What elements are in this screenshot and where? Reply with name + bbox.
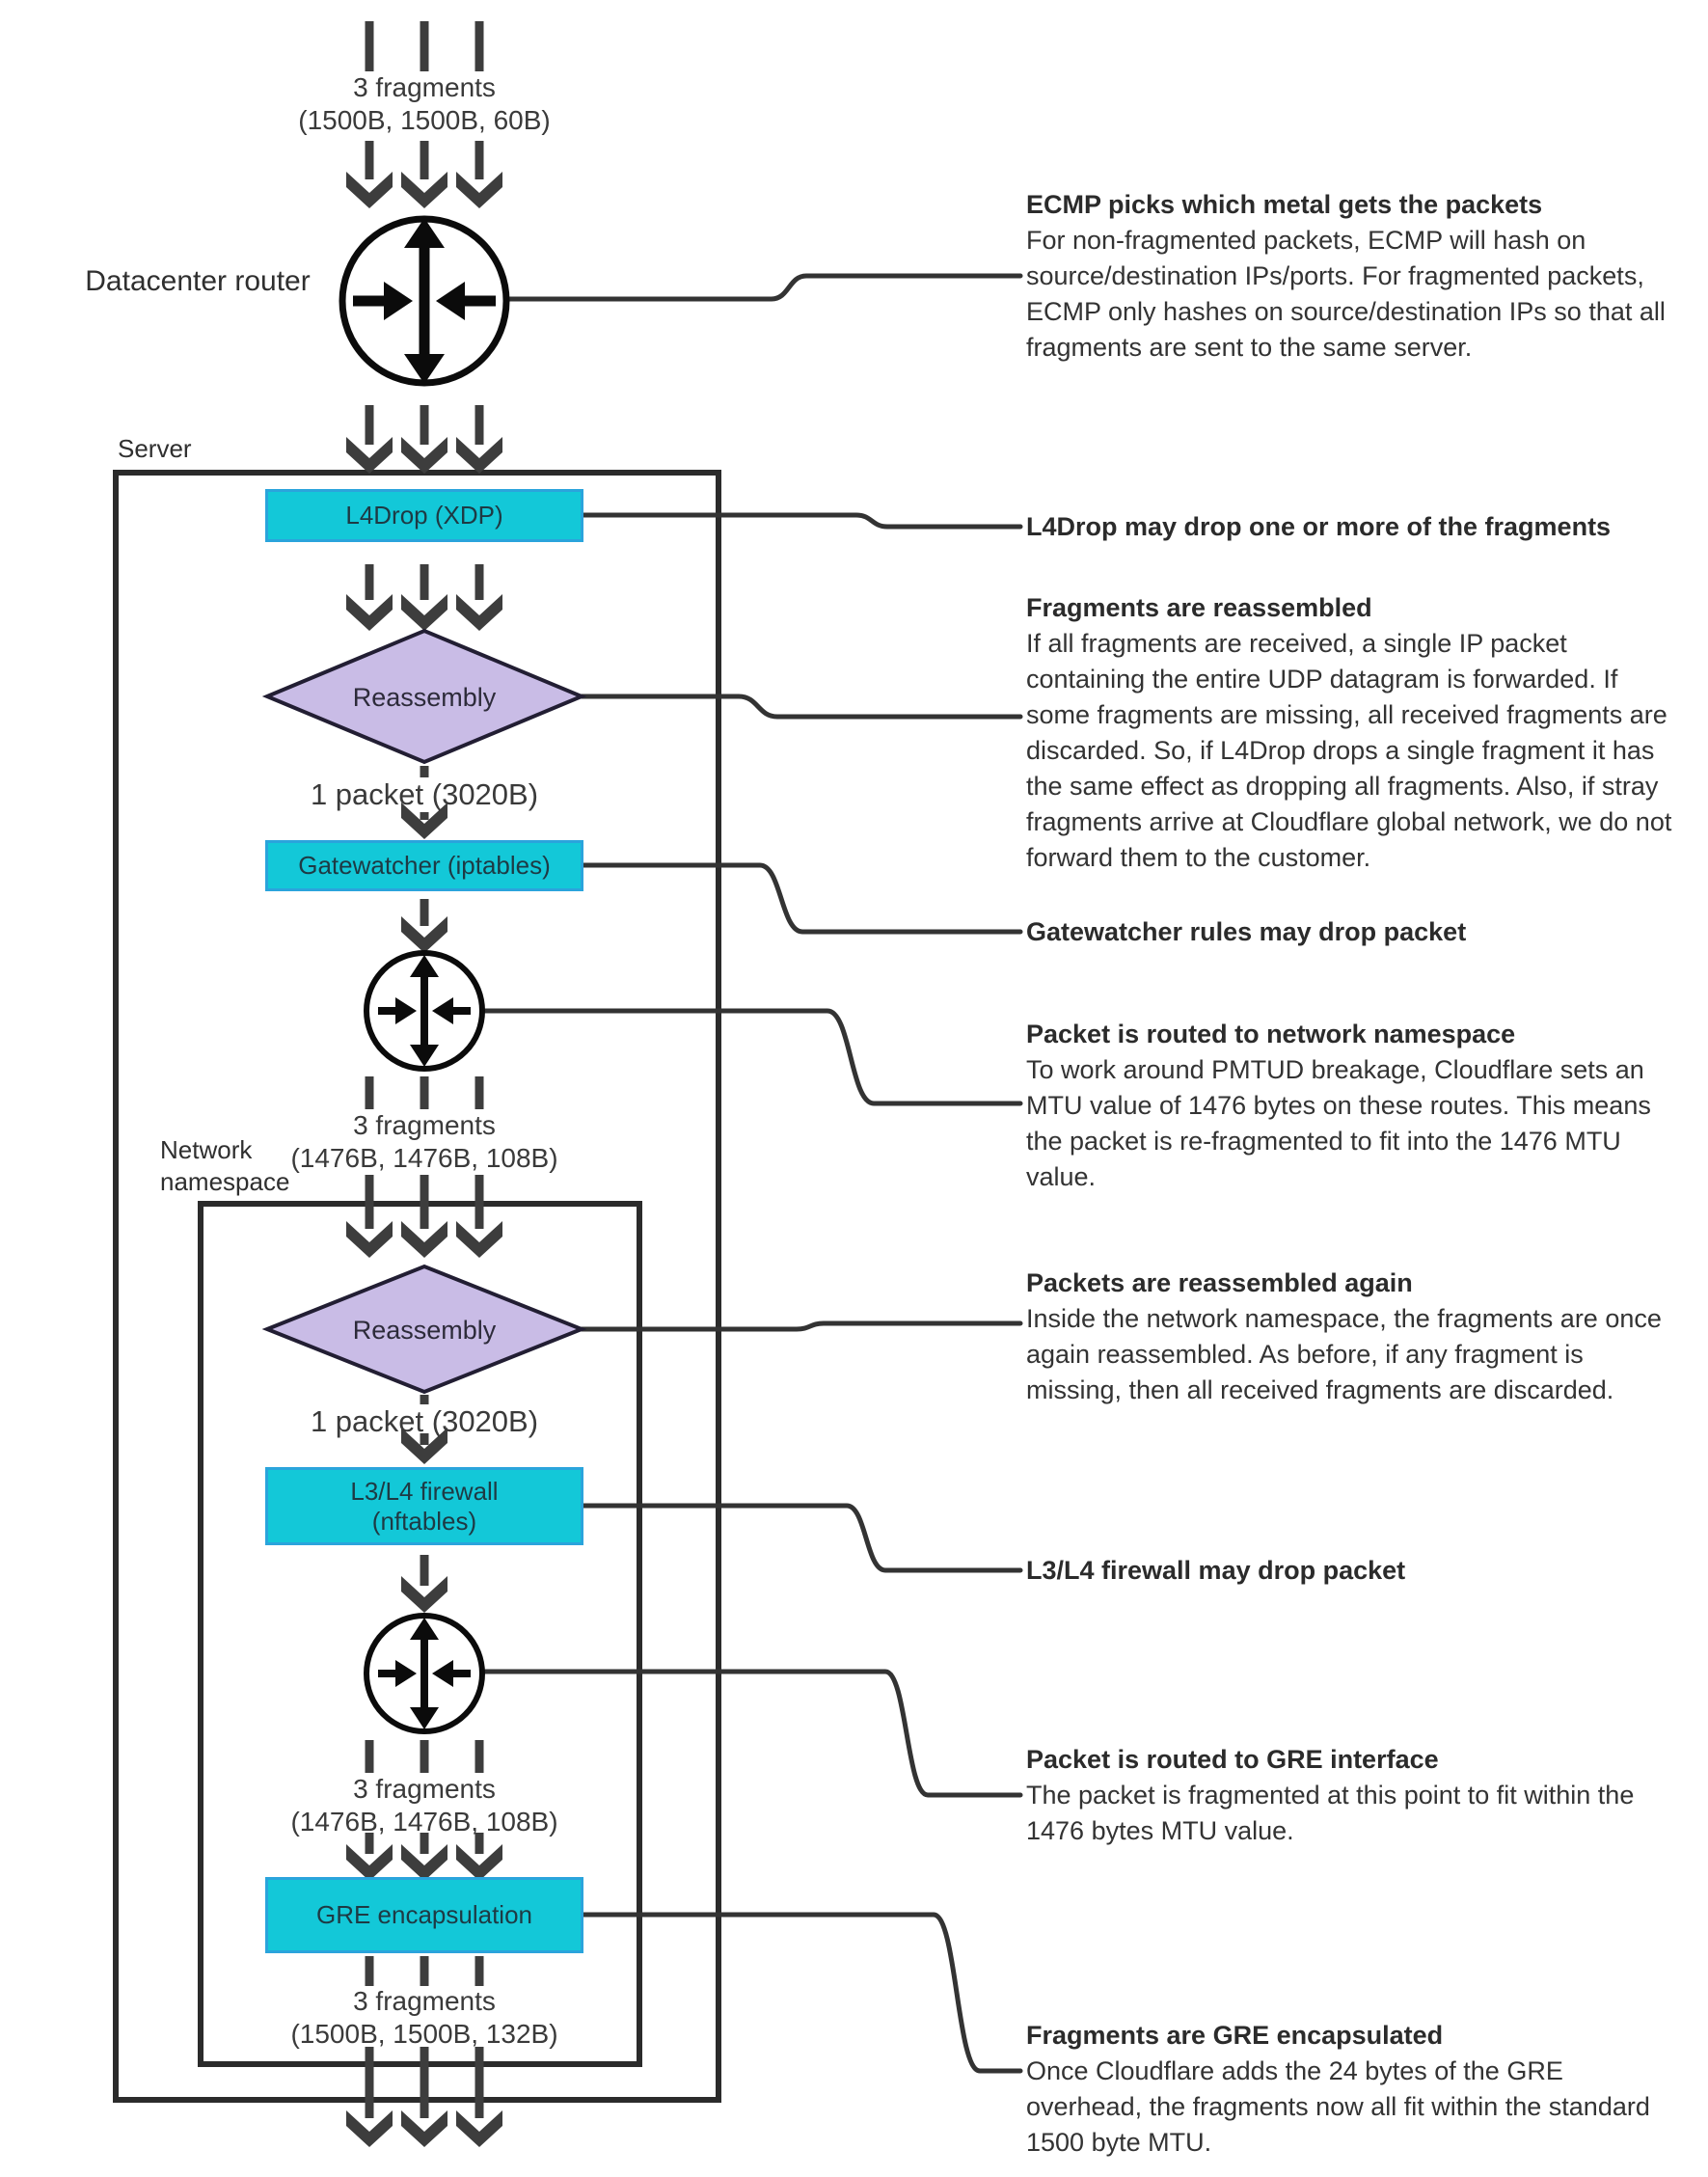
fragment-arrows-out xyxy=(346,2047,502,2147)
gatewatcher-box xyxy=(265,840,583,891)
packet-1-label: 1 packet (3020B) xyxy=(310,777,539,811)
packet-2-label: 1 packet (3020B) xyxy=(310,1404,539,1438)
annotation-reassembled xyxy=(1026,590,1682,876)
annotation-body: If all fragments are received, a single IP packet containing the entire UDP datagram is forwarded. If some fragments are missing, all received fragments are discarded. So, if L4Drop drops a single fragment it has the same effect as dropping all fragments. Also, if stray fragments arrive at Cloudflare global network, we do not forward them to the customer. xyxy=(1026,629,1672,872)
annotation-heading: ECMP picks which metal gets the packets xyxy=(1026,190,1543,219)
fragments-mid-label: 3 fragments (1476B, 1476B, 108B) xyxy=(290,1110,558,1173)
connector-reassembly-1 xyxy=(582,696,1020,717)
fragment-arrows-into-reassembly1 xyxy=(346,564,502,631)
annotation-heading: Packet is routed to network namespace xyxy=(1026,1020,1516,1048)
network-namespace-label: Network namespace xyxy=(160,1135,290,1196)
fragment-dashes-gre xyxy=(366,1740,484,1773)
annotation-ecmp xyxy=(1026,187,1682,366)
annotation-gre-encapsulated xyxy=(1026,2018,1682,2161)
annotation-l3l4 xyxy=(1026,1553,1682,1589)
router-icon-server xyxy=(366,953,482,1069)
connector-l3l4 xyxy=(583,1506,1020,1570)
connector-gatewatcher xyxy=(583,865,1020,932)
annotation-gatewatcher xyxy=(1026,914,1682,950)
fragment-arrows-into-namespace xyxy=(346,1175,502,1258)
annotation-body: The packet is fragmented at this point to fit within the 1476 bytes MTU value. xyxy=(1026,1781,1635,1845)
reassembly-2-label: Reassembly xyxy=(352,1316,497,1345)
gatewatcher-box-label: Gatewatcher (iptables) xyxy=(298,851,551,880)
connector-gre-interface xyxy=(482,1672,1020,1795)
annotation-body: Inside the network namespace, the fragments are once again reassembled. As before, if any fragment is missing, then all received fragments are discarded. xyxy=(1026,1304,1662,1404)
server-label: Server xyxy=(118,434,192,463)
fragment-arrows-into-server xyxy=(346,405,502,474)
fragments-bottom-label: 3 fragments (1500B, 1500B, 132B) xyxy=(290,1986,558,2049)
gre-encapsulation-box xyxy=(265,1877,583,1953)
annotation-heading: L4Drop may drop one or more of the fragments xyxy=(1026,512,1612,541)
fragment-dashes-top xyxy=(366,21,484,71)
annotation-heading: Packets are reassembled again xyxy=(1026,1268,1413,1297)
annotation-reassembled-again xyxy=(1026,1265,1682,1408)
router-icon-namespace xyxy=(366,1616,482,1731)
annotation-heading: Gatewatcher rules may drop packet xyxy=(1026,917,1467,946)
gre-encapsulation-box-label: GRE encapsulation xyxy=(315,1900,533,1929)
annotation-heading: Packet is routed to GRE interface xyxy=(1026,1745,1439,1774)
annotation-l4drop xyxy=(1026,509,1682,545)
fragments-top-label: 3 fragments (1500B, 1500B, 60B) xyxy=(298,72,551,135)
annotation-heading: Fragments are reassembled xyxy=(1026,593,1372,622)
annotation-route-namespace xyxy=(1026,1017,1682,1195)
connector-l4drop xyxy=(583,515,1020,527)
annotation-heading: L3/L4 firewall may drop packet xyxy=(1026,1556,1406,1585)
l4drop-box xyxy=(265,489,583,542)
annotation-heading: Fragments are GRE encapsulated xyxy=(1026,2021,1444,2050)
fragment-arrows-into-gre xyxy=(346,1833,502,1881)
packet-arrow-into-router3 xyxy=(401,1555,447,1613)
reassembly-1-label: Reassembly xyxy=(352,683,497,712)
annotation-gre-interface xyxy=(1026,1742,1682,1849)
l3l4-firewall-box-label-line2: (nftables) xyxy=(371,1506,477,1536)
annotation-body: For non-fragmented packets, ECMP will hash on source/destination IPs/ports. For fragmented packets, ECMP only hashes on source/destination IPs so that all fragments are sent to the same server. xyxy=(1026,226,1666,362)
annotation-body: Once Cloudflare adds the 24 bytes of the GRE overhead, the fragments now all fit within the standard 1500 byte MTU. xyxy=(1026,2056,1650,2157)
packet-arrow-into-router2 xyxy=(401,899,447,953)
datacenter-router-label: Datacenter router xyxy=(85,265,311,297)
connector-ecmp xyxy=(506,276,1020,299)
connector-gre-encap xyxy=(583,1915,1020,2071)
connector-route-namespace xyxy=(482,1011,1020,1103)
l4drop-box-label: L4Drop (XDP) xyxy=(345,501,503,530)
fragments-gre-label: 3 fragments (1476B, 1476B, 108B) xyxy=(290,1774,558,1837)
annotation-body: To work around PMTUD breakage, Cloudflare sets an MTU value of 1476 bytes on these routes. This means the packet is re-fragmented to fit into the 1476 MTU value. xyxy=(1026,1055,1651,1191)
fragment-arrows-into-router xyxy=(346,141,502,208)
fragment-dashes-bottom xyxy=(366,1956,484,1986)
fragment-dashes-mid xyxy=(366,1076,484,1109)
l3l4-firewall-box-label-line1: L3/L4 firewall xyxy=(350,1476,499,1506)
connector-reassembly-2 xyxy=(582,1323,1020,1329)
l3l4-firewall-box xyxy=(265,1467,583,1545)
router-icon-datacenter xyxy=(342,218,506,384)
